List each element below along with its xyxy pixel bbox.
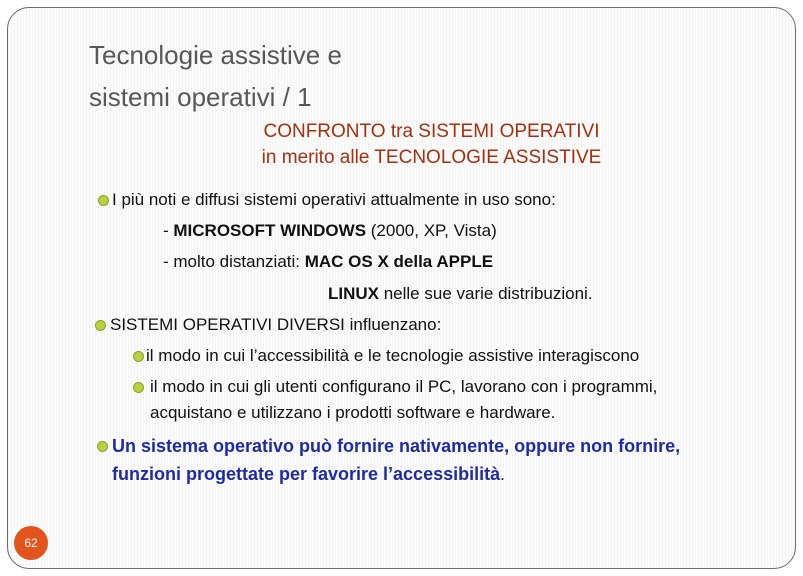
sub-bullet-2-line-2: acquistano e utilizzano i prodotti software e hardware. <box>150 403 556 422</box>
subtitle-line-1: CONFRONTO tra SISTEMI OPERATIVI <box>263 121 600 142</box>
mac-mid: della <box>388 252 437 271</box>
windows-prefix: - <box>163 221 174 240</box>
bullet-3-line-1: Un sistema operativo può fornire nativamente, oppure non fornire, <box>112 436 681 456</box>
bullet-2-text: SISTEMI OPERATIVI DIVERSI influenzano: <box>110 315 442 334</box>
page-number-badge: 62 <box>14 526 48 560</box>
subtitle-line-2: in merito alle TECNOLOGIE ASSISTIVE <box>261 147 602 168</box>
windows-name: MICROSOFT WINDOWS <box>173 221 367 240</box>
bullet-icon <box>97 441 108 452</box>
title-line-1: Tecnologie assistive e <box>89 40 342 70</box>
bullet-icon <box>95 320 106 331</box>
sub-bullet-1-text: il modo in cui l’accessibilità e le tecnologie assistive interagiscono <box>146 346 640 365</box>
sub-bullet-2-line-1: il modo in cui gli utenti configurano il PC, lavorano con i programmi, <box>150 377 658 396</box>
bullet-icon <box>133 382 144 393</box>
linux-name: LINUX <box>328 284 379 303</box>
mac-line <box>163 250 493 274</box>
linux-rest: nelle sue varie distribuzioni. <box>379 284 593 303</box>
bullet-3-line-2: funzioni progettate per favorire l’accessibilità <box>112 464 501 484</box>
mac-name: MAC OS X <box>304 252 389 271</box>
bullet-1-text: I più noti e diffusi sistemi operativi attualmente in uso sono: <box>112 190 556 209</box>
slide-title <box>89 34 509 118</box>
linux-line <box>328 282 593 306</box>
slide-subtitle <box>0 119 803 171</box>
windows-versions: (2000, XP, Vista) <box>366 221 497 240</box>
bullet-3-line-2-wrap <box>112 462 505 487</box>
title-line-2: sistemi operativi / 1 <box>89 82 312 112</box>
mac-prefix: - molto distanziati: <box>163 252 305 271</box>
bullet-icon <box>133 351 144 362</box>
bullet-3-period: . <box>500 465 505 484</box>
mac-vendor: APPLE <box>436 252 494 271</box>
bullet-icon <box>98 195 109 206</box>
windows-line <box>163 219 497 243</box>
